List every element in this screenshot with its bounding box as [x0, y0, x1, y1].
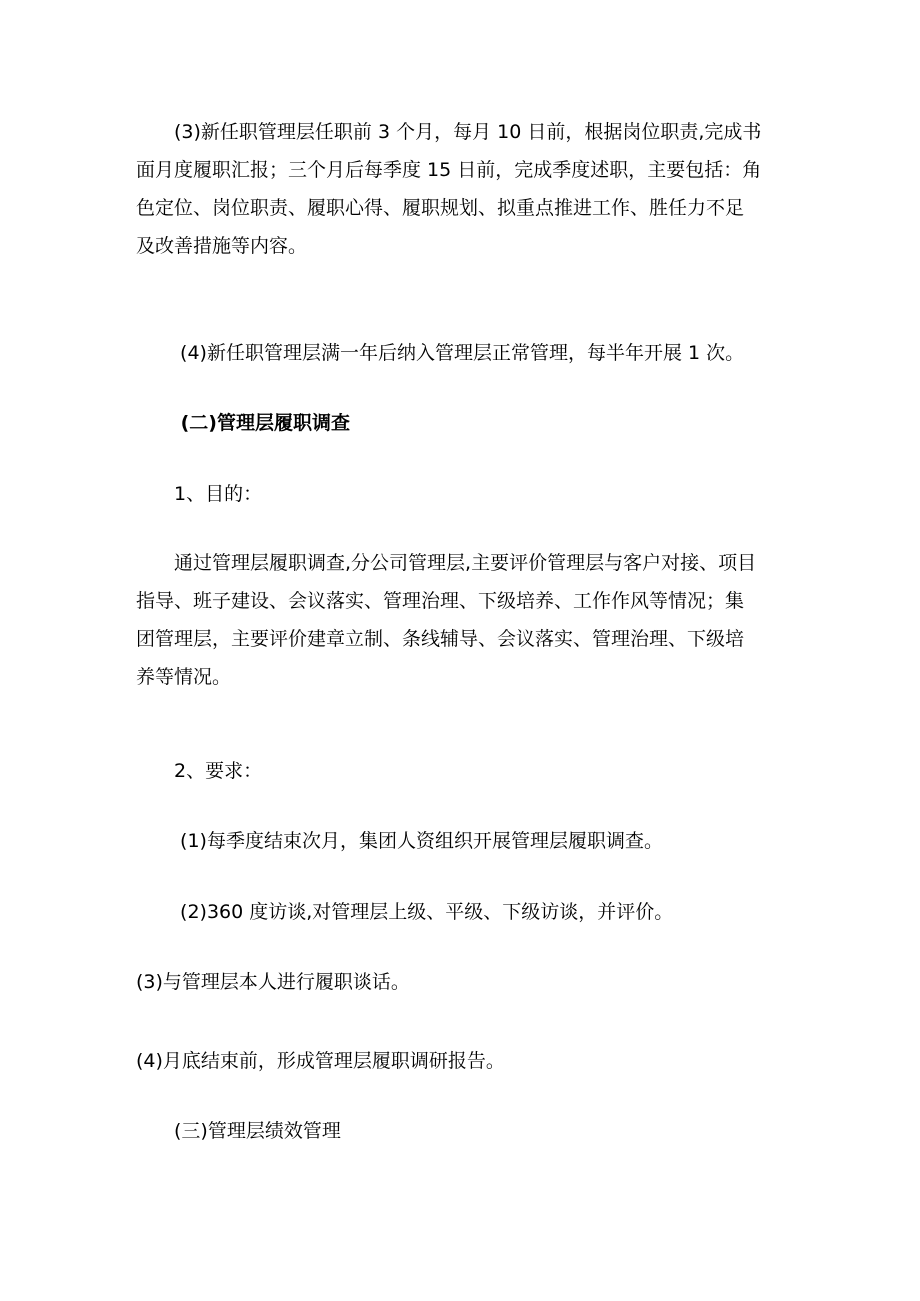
paragraph-line: 及改善措施等内容。 — [136, 235, 308, 257]
item-title: 2、要求： — [136, 760, 263, 782]
paragraph-line: (4)新任职管理层满一年后纳入管理层正常管理，每半年开展 1 次。 — [136, 342, 745, 364]
section-heading: (三)管理层绩效管理 — [136, 1120, 341, 1142]
paragraph-line: 团管理层，主要评价建章立制、条线辅导、会议落实、管理治理、下级培 — [136, 628, 745, 650]
paragraph-line: 指导、班子建设、会议落实、管理治理、下级培养、工作作风等情况；集 — [136, 590, 745, 612]
item-title: 1、目的： — [136, 483, 263, 505]
paragraph-line: (3)新任职管理层任职前 3 个月，每月 10 日前，根据岗位职责,完成书 — [136, 121, 762, 143]
paragraph-line: 色定位、岗位职责、履职心得、履职规划、拟重点推进工作、胜任力不足 — [136, 197, 745, 219]
paragraph-line: 面月度履职汇报；三个月后每季度 15 日前，完成季度述职，主要包括：角 — [136, 159, 762, 181]
paragraph-line: 通过管理层履职调查,分公司管理层,主要评价管理层与客户对接、项目 — [136, 552, 757, 574]
paragraph-line: 养等情况。 — [136, 666, 232, 688]
section-heading: (二)管理层履职调查 — [136, 412, 350, 434]
requirement-item: (4)月底结束前，形成管理层履职调研报告。 — [136, 1050, 505, 1072]
requirement-item: (2)360 度访谈,对管理层上级、平级、下级访谈，并评价。 — [136, 901, 674, 923]
requirement-item: (1)每季度结束次月，集团人资组织开展管理层履职调查。 — [136, 830, 663, 852]
requirement-item: (3)与管理层本人进行履职谈话。 — [136, 971, 410, 993]
